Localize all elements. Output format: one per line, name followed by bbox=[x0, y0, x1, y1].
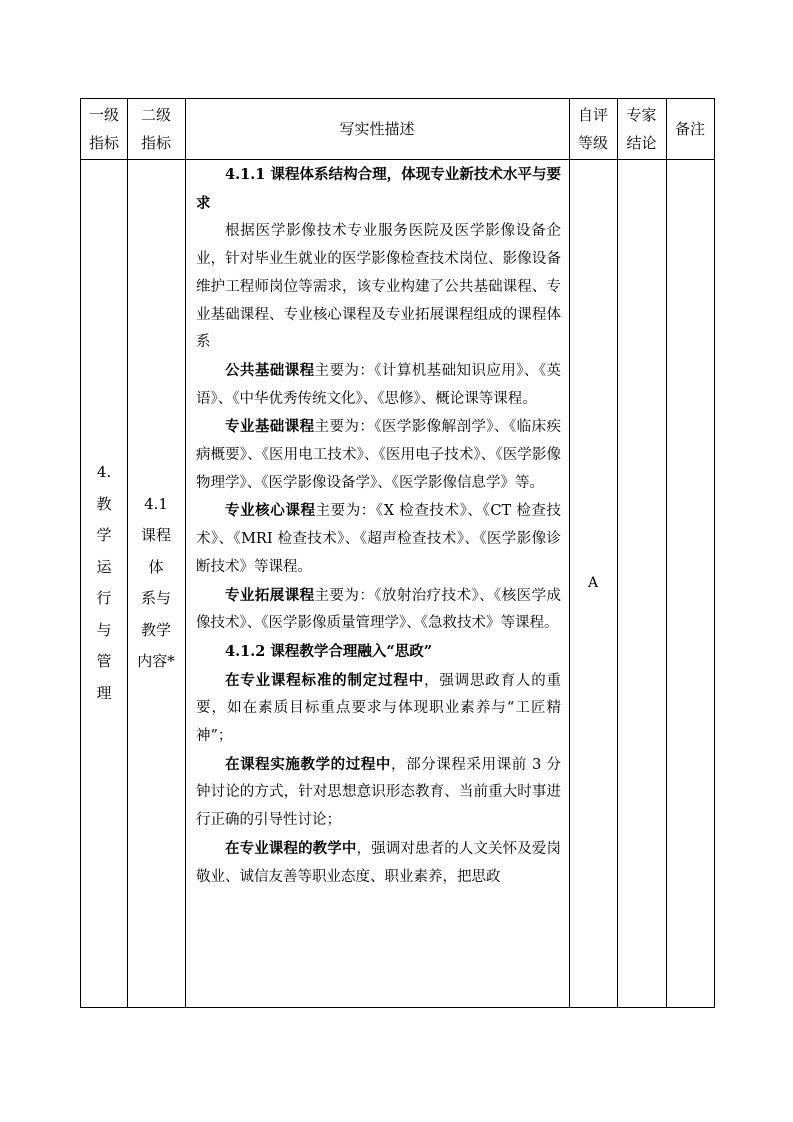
paragraph: 在课程实施教学的过程中，部分课程采用课前 3 分钟讨论的方式，针对思想意识形态教育、当前重大时事进行正确的引导性讨论； bbox=[196, 755, 561, 829]
paragraph: 根据医学影像技术专业服务医院及医学影像设备企业，针对毕业生就业的医学影像检查技术岗位、影像设备维护工程师岗位等需求，该专业构建了公共基础课程、专业基础课程、专业核心课程及专业拓展课程组成的课程体系 bbox=[196, 223, 561, 351]
header-level2-indicator: 二级 指标 bbox=[140, 106, 171, 152]
paragraph: 专业基础课程主要为：《医学影像解剖学》、《临床疾病概要》、《医用电工技术》、《医用电子技术》、《医学影像物理学》、《医学影像设备学》、《医学影像信息学》等。 bbox=[196, 418, 562, 491]
paragraph: 专业拓展课程主要为：《放射治疗技术》、《核医学成像技术》、《医学影像质量管理学》、《急救技术》等课程。 bbox=[196, 586, 562, 632]
column-divider bbox=[666, 99, 667, 1007]
description-cell bbox=[186, 159, 569, 1007]
section-heading-4-1-1: 4.1.1 课程体系结构合理，体现专业新技术水平与要求 bbox=[196, 166, 561, 212]
level1-indicator-cell: 4. 教 学 运 行 与 管 理 bbox=[96, 463, 112, 702]
paragraph: 在专业课程的教学中，强调对患者的人文关怀及爱岗敬业、诚信友善等职业态度、职业素养，把思政 bbox=[196, 839, 562, 885]
header-level1-indicator: 一级 指标 bbox=[88, 106, 119, 152]
evaluation-table bbox=[80, 98, 715, 1008]
header-expert-conclusion: 专家 结论 bbox=[626, 106, 657, 152]
header-self-grade: 自评 等级 bbox=[577, 106, 608, 152]
paragraph: 公共基础课程主要为：《计算机基础知识应用》、《英语》、《中华优秀传统文化》、《思修》、概论课等课程。 bbox=[196, 361, 562, 407]
level2-indicator-cell: 4.1 课程 体 系与 教学 内容* bbox=[137, 494, 175, 670]
paragraph: 在专业课程标准的制定过程中，强调思政育人的重要，如在素质目标重点要求与体现职业素养与“工匠精神”； bbox=[196, 671, 562, 745]
section-heading-4-1-2: 4.1.2 课程教学合理融入“思政” bbox=[225, 642, 433, 660]
header-remark: 备注 bbox=[674, 120, 705, 138]
self-grade-cell: A bbox=[587, 575, 599, 591]
column-divider bbox=[617, 99, 618, 1007]
paragraph: 专业核心课程主要为：《X 检查技术》、《CT 检查技术》、《MRI 检查技术》、《超声检查技术》、《医学影像诊断技术》等课程。 bbox=[196, 502, 561, 575]
header-description: 写实性描述 bbox=[339, 120, 415, 138]
